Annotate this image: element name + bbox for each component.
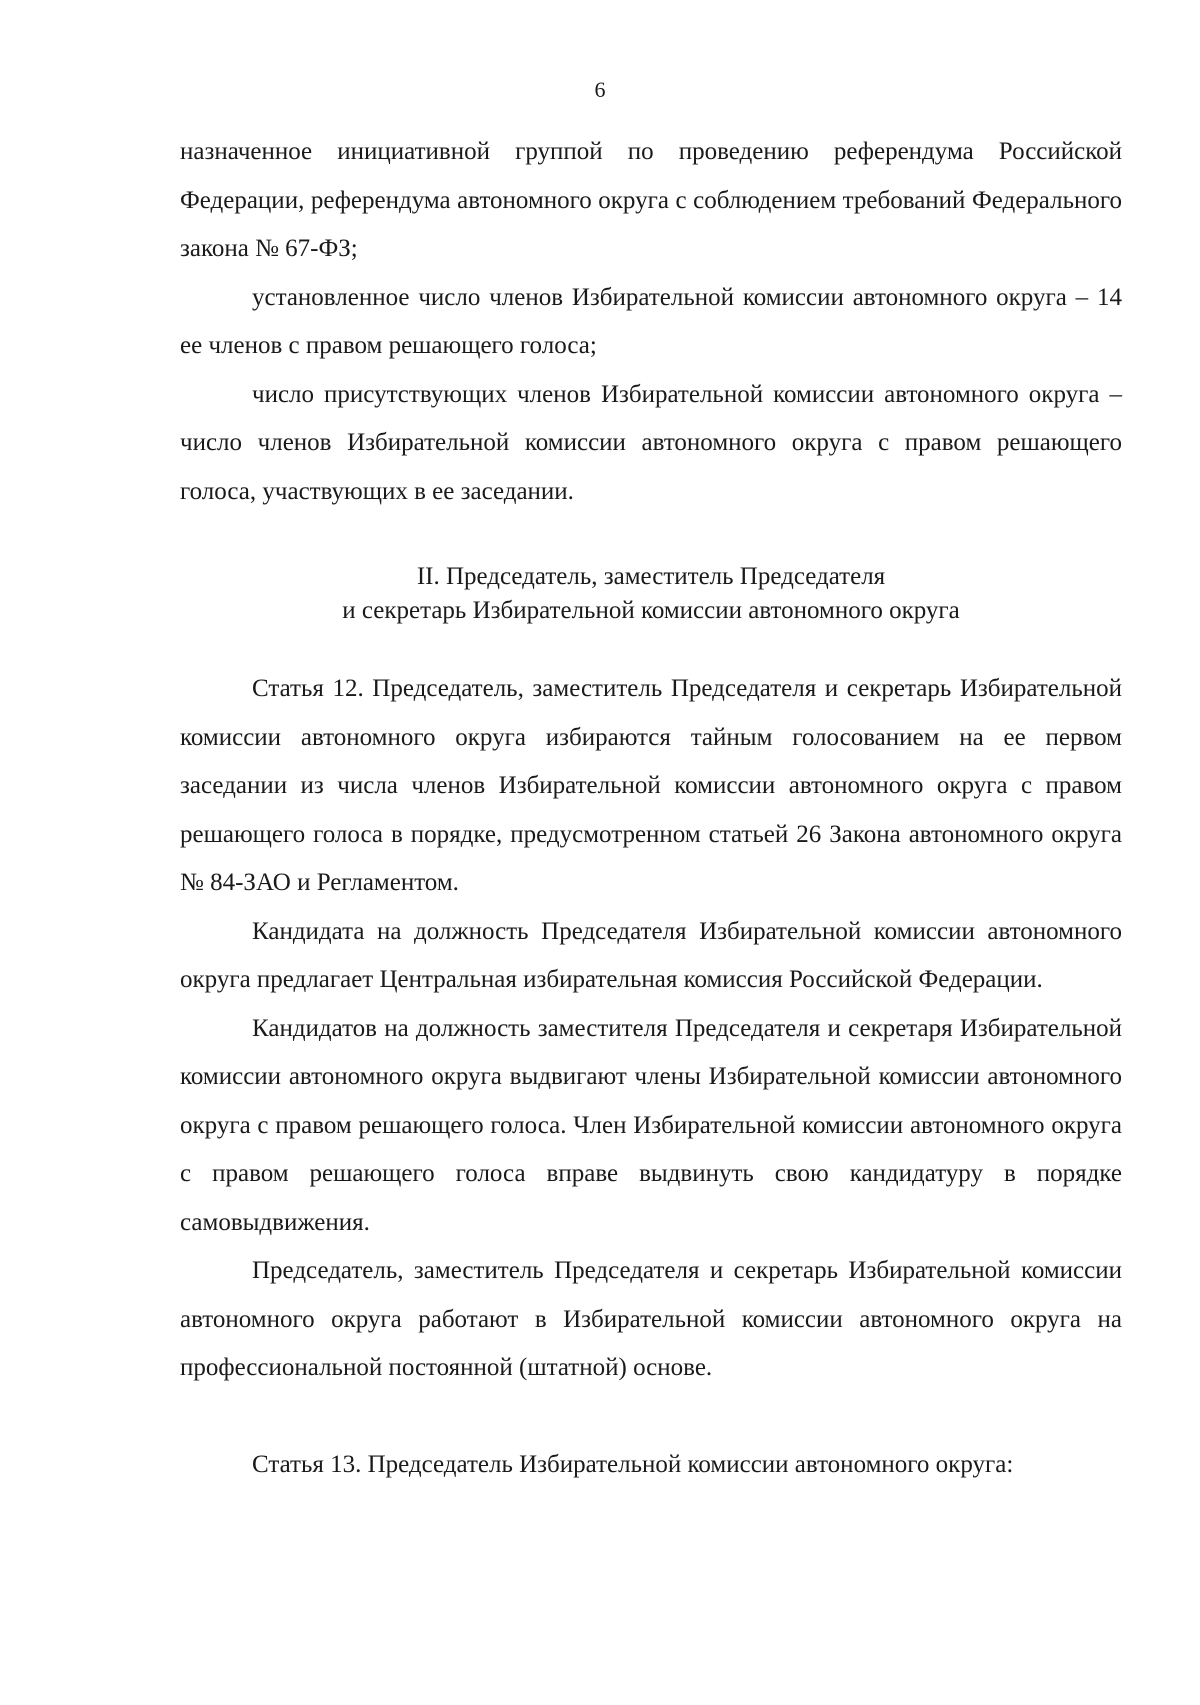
paragraph-article-13: Статья 13. Председатель Избирательной комиссии автономного округа: — [252, 1450, 1014, 1478]
paragraph-permanent-basis: Председатель, заместитель Председателя и секретарь Избирательной комиссии автономного округа работают в Избирательной комиссии автономного округа на профессиональной постоянной (штатной) основе. — [180, 1257, 1122, 1381]
section-heading-line-2: и секретарь Избирательной комиссии автономного округа — [342, 597, 960, 624]
document-body — [180, 128, 1122, 1489]
section-heading — [180, 560, 1122, 628]
paragraph-deputy-secretary-candidates: Кандидатов на должность заместителя Председателя и секретаря Избирательной комиссии автономного округа выдвигают члены Избирательной комиссии автономного округа с правом решающего голоса. Член Избирательной комиссии автономного округа с правом решающего голоса вправе выдвинуть свою кандидатуру в порядке самовыдвижения. — [180, 1014, 1122, 1236]
paragraph-chairman-candidate: Кандидата на должность Председателя Избирательной комиссии автономного округа предлагает Центральная избирательная комиссия Российской Федерации. — [180, 917, 1122, 993]
paragraph-present-members: число присутствующих членов Избирательной комиссии автономного округа – число членов Избирательной комиссии автономного округа с правом решающего голоса, участвующих в ее заседании. — [180, 380, 1122, 505]
paragraph-continuation: назначенное инициативной группой по проведению референдума Российской Федерации, референдума автономного округа с соблюдением требований Федерального закона № 67-ФЗ; — [180, 138, 1122, 262]
paragraph-members-count: установленное число членов Избирательной комиссии автономного округа – 14 ее членов с правом решающего голоса; — [180, 283, 1122, 359]
section-heading-line-1: II. Председатель, заместитель Председателя — [416, 563, 886, 590]
paragraph-article-12: Статья 12. Председатель, заместитель Председателя и секретарь Избирательной комиссии автономного округа избираются тайным голосованием на ее первом заседании из числа членов Избирательной комиссии автономного округа с правом решающего голоса в порядке, предусмотренном статьей 26 Закона автономного округа № 84-ЗАО и Регламентом. — [180, 675, 1122, 896]
page-number: 6 — [594, 77, 606, 102]
